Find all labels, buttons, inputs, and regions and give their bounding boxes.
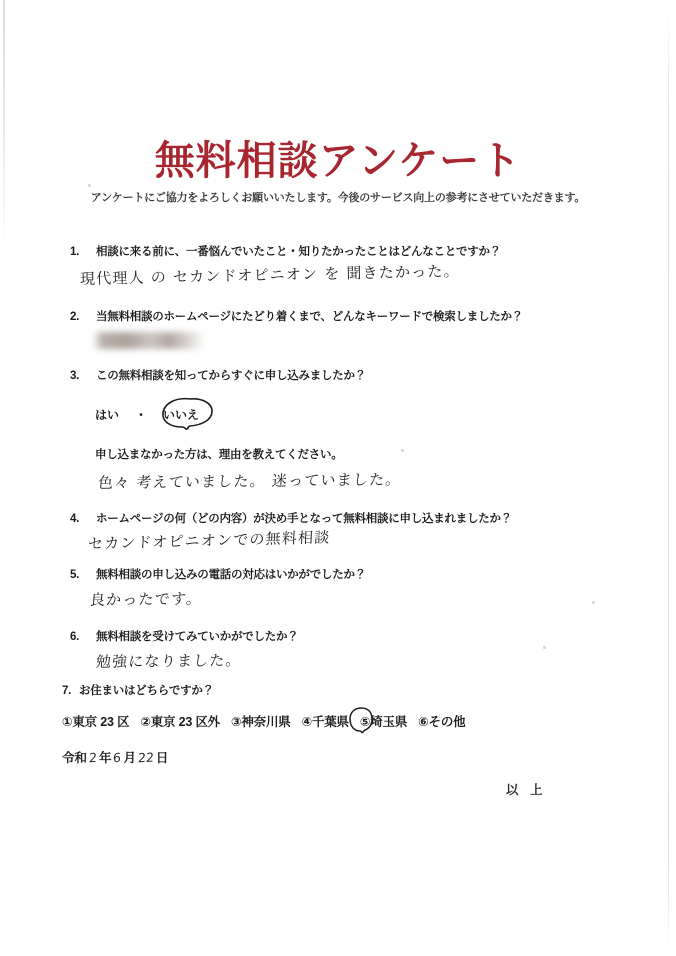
question-6-number: 6. — [70, 631, 80, 643]
answer-1[interactable]: 現代理人 の セカンドオピニオン を 聞きたかった。 — [79, 262, 460, 288]
question-1-text: 相談に来る前に、一番悩んでいたこと・知りたかったことはどんなことですか？ — [96, 246, 501, 258]
option-saitama[interactable]: ⑤埼玉県 — [359, 715, 408, 729]
question-1-number: 1. — [70, 246, 80, 258]
option-tokyo-23ku[interactable]: ①東京 23 区 — [62, 715, 130, 729]
page-subtitle: アンケートにご協力をよろしくお願いいたします。今後のサービス向上の参考にさせていただきます。 — [90, 192, 586, 204]
scan-speck — [543, 646, 546, 649]
scan-edge-left — [3, 0, 5, 250]
scan-speck — [401, 449, 404, 452]
choice-separator: ・ — [135, 408, 148, 422]
answer-6[interactable]: 勉強になりました。 — [95, 651, 243, 672]
question-3-choices — [95, 406, 199, 423]
question-4-number: 4. — [70, 513, 80, 525]
question-3-number: 3. — [70, 370, 80, 382]
question-6-text: 無料相談を受けてみていかがでしたか？ — [96, 631, 299, 643]
question-7-text: お住まいはどちらですか？ — [79, 685, 214, 697]
option-kanagawa[interactable]: ③神奈川県 — [230, 715, 291, 729]
question-2-number: 2. — [70, 311, 80, 323]
answer-5[interactable]: 良かったです。 — [89, 589, 203, 610]
question-3 — [70, 367, 366, 383]
answer-2-redacted[interactable] — [93, 332, 205, 349]
question-4 — [70, 510, 512, 526]
question-5-number: 5. — [70, 569, 80, 581]
question-3-text: この無料相談を知ってからすぐに申し込みましたか？ — [96, 370, 366, 382]
date-month-unit: 月 — [123, 751, 136, 765]
date-year-value[interactable]: 2 — [88, 749, 98, 766]
question-3-sub-question: 申し込まなかった方は、理由を教えてください。 — [95, 449, 343, 461]
date-day-unit: 日 — [155, 751, 169, 765]
choice-hai[interactable]: はい — [95, 408, 120, 422]
date-month-value[interactable]: 6 — [113, 749, 122, 766]
option-tokyo-23ku-gai[interactable]: ②東京 23 区外 — [140, 715, 220, 729]
question-7-options — [62, 712, 476, 730]
option-chiba[interactable]: ④千葉県 — [301, 715, 349, 729]
question-2-text: 当無料相談のホームページにたどり着くまで、どんなキーワードで検索しましたか？ — [96, 311, 524, 323]
closing-mark: 以 上 — [506, 783, 547, 797]
page-title: 無料相談アンケート — [154, 137, 522, 184]
question-5 — [70, 566, 366, 582]
answer-3[interactable]: 色々 考えていました。 迷っていました。 — [97, 470, 403, 493]
choice-iie[interactable]: いいえ — [163, 408, 200, 422]
question-7 — [62, 682, 214, 698]
date-year-unit: 年 — [98, 751, 112, 765]
date-day-value[interactable]: 22 — [137, 749, 155, 766]
date-era-label: 令和 — [62, 751, 88, 765]
option-sonota[interactable]: ⑥その他 — [418, 715, 466, 729]
scan-speck — [592, 601, 595, 604]
question-4-text: ホームページの何（どの内容）が決め手となって無料相談に申し込まれましたか？ — [96, 513, 513, 525]
question-2 — [70, 308, 523, 324]
question-1 — [70, 243, 501, 259]
question-7-number: 7. — [62, 685, 72, 697]
answer-4[interactable]: セカンドオピニオンでの無料相談 — [87, 528, 331, 554]
question-6 — [70, 628, 299, 644]
question-5-text: 無料相談の申し込みの電話の対応はいかがでしたか？ — [96, 569, 366, 581]
date-line — [62, 748, 168, 766]
